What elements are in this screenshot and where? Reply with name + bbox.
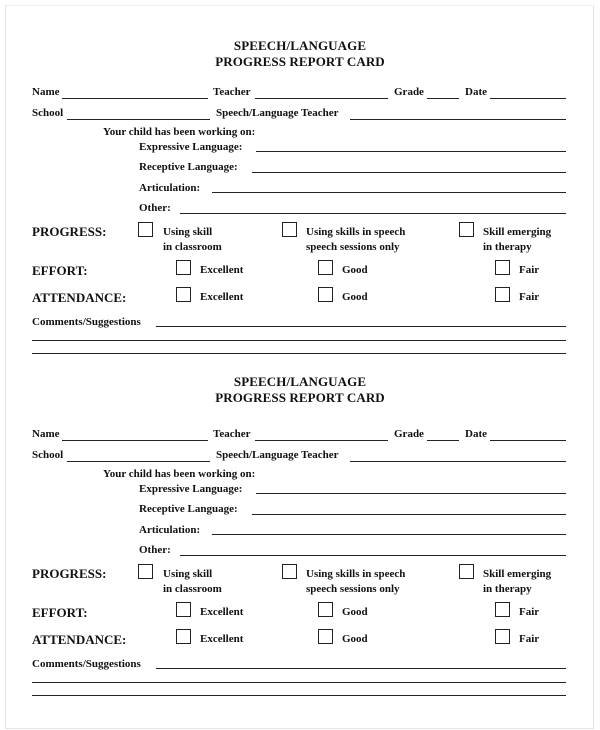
school-field[interactable]	[67, 461, 210, 462]
effort-good-label: Good	[342, 606, 368, 618]
progress-option-1-line2: in classroom	[163, 583, 222, 595]
comments-field-line1[interactable]	[156, 668, 566, 669]
attendance-fair-checkbox[interactable]	[495, 629, 510, 644]
articulation-label: Articulation:	[139, 524, 201, 536]
progress-classroom-checkbox[interactable]	[138, 222, 153, 237]
progress-option-3-line2: in therapy	[483, 241, 532, 253]
attendance-excellent-label: Excellent	[200, 633, 244, 645]
progress-option-1-line1: Using skill	[163, 568, 213, 580]
grade-field[interactable]	[427, 440, 459, 441]
other-field[interactable]	[180, 213, 566, 214]
grade-field[interactable]	[427, 98, 459, 99]
teacher-field[interactable]	[255, 440, 388, 441]
progress-option-3-line1: Skill emerging	[483, 226, 552, 238]
effort-excellent-label: Excellent	[200, 264, 244, 276]
progress-option-2-line2: speech sessions only	[306, 241, 400, 253]
progress-sessions-checkbox[interactable]	[282, 222, 297, 237]
articulation-field[interactable]	[212, 192, 566, 193]
articulation-label: Articulation:	[139, 182, 201, 194]
report-card-1	[0, 0, 600, 340]
sl-teacher-label: Speech/Language Teacher	[216, 107, 339, 119]
other-label: Other:	[139, 202, 171, 214]
attendance-good-checkbox[interactable]	[318, 287, 333, 302]
other-label: Other:	[139, 544, 171, 556]
school-field[interactable]	[67, 119, 210, 120]
articulation-field[interactable]	[212, 534, 566, 535]
name-label: Name	[32, 86, 60, 98]
report-card-2	[0, 342, 600, 682]
progress-label: PROGRESS:	[32, 566, 107, 581]
date-field[interactable]	[490, 440, 566, 441]
attendance-good-label: Good	[342, 291, 368, 303]
progress-classroom-checkbox[interactable]	[138, 564, 153, 579]
teacher-label: Teacher	[213, 428, 251, 440]
receptive-field[interactable]	[252, 514, 566, 515]
effort-fair-label: Fair	[519, 606, 540, 618]
attendance-label: ATTENDANCE:	[32, 632, 127, 647]
effort-good-checkbox[interactable]	[318, 602, 333, 617]
date-label: Date	[465, 428, 487, 440]
name-label: Name	[32, 428, 60, 440]
attendance-excellent-label: Excellent	[200, 291, 244, 303]
effort-good-checkbox[interactable]	[318, 260, 333, 275]
sl-teacher-field[interactable]	[350, 119, 566, 120]
comments-field-line1[interactable]	[156, 326, 566, 327]
progress-option-3-line1: Skill emerging	[483, 568, 552, 580]
card-title-line1: SPEECH/LANGUAGE	[233, 38, 367, 53]
sl-teacher-field[interactable]	[350, 461, 566, 462]
expressive-field[interactable]	[256, 151, 566, 152]
card-title-line1: SPEECH/LANGUAGE	[233, 374, 367, 389]
progress-emerging-checkbox[interactable]	[459, 564, 474, 579]
expressive-label: Expressive Language:	[139, 483, 243, 495]
attendance-excellent-checkbox[interactable]	[176, 287, 191, 302]
school-label: School	[32, 449, 64, 461]
working-on-intro: Your child has been working on:	[103, 468, 256, 480]
attendance-fair-checkbox[interactable]	[495, 287, 510, 302]
teacher-field[interactable]	[255, 98, 388, 99]
effort-label: EFFORT:	[32, 605, 88, 620]
teacher-label: Teacher	[213, 86, 251, 98]
card-title-line2: PROGRESS REPORT CARD	[215, 54, 385, 69]
progress-option-2-line1: Using skills in speech	[306, 568, 406, 580]
grade-label: Grade	[394, 428, 424, 440]
effort-fair-checkbox[interactable]	[495, 602, 510, 617]
working-on-intro: Your child has been working on:	[103, 126, 256, 138]
effort-excellent-checkbox[interactable]	[176, 260, 191, 275]
comments-label: Comments/Suggestions	[32, 658, 141, 670]
receptive-label: Receptive Language:	[139, 503, 238, 515]
comments-field-line2[interactable]	[32, 682, 566, 683]
sl-teacher-label: Speech/Language Teacher	[216, 449, 339, 461]
school-label: School	[32, 107, 64, 119]
other-field[interactable]	[180, 555, 566, 556]
attendance-fair-label: Fair	[519, 633, 540, 645]
effort-label: EFFORT:	[32, 263, 88, 278]
date-label: Date	[465, 86, 487, 98]
progress-sessions-checkbox[interactable]	[282, 564, 297, 579]
comments-field-line3[interactable]	[32, 695, 566, 696]
grade-label: Grade	[394, 86, 424, 98]
progress-option-1-line1: Using skill	[163, 226, 213, 238]
progress-option-1-line2: in classroom	[163, 241, 222, 253]
expressive-field[interactable]	[256, 493, 566, 494]
attendance-fair-label: Fair	[519, 291, 540, 303]
effort-good-label: Good	[342, 264, 368, 276]
receptive-label: Receptive Language:	[139, 161, 238, 173]
attendance-excellent-checkbox[interactable]	[176, 629, 191, 644]
attendance-good-checkbox[interactable]	[318, 629, 333, 644]
comments-field-line2[interactable]	[32, 340, 566, 341]
effort-excellent-checkbox[interactable]	[176, 602, 191, 617]
progress-label: PROGRESS:	[32, 224, 107, 239]
name-field[interactable]	[62, 98, 208, 99]
progress-emerging-checkbox[interactable]	[459, 222, 474, 237]
date-field[interactable]	[490, 98, 566, 99]
name-field[interactable]	[62, 440, 208, 441]
expressive-label: Expressive Language:	[139, 141, 243, 153]
progress-option-2-line1: Using skills in speech	[306, 226, 406, 238]
comments-label: Comments/Suggestions	[32, 316, 141, 328]
progress-option-3-line2: in therapy	[483, 583, 532, 595]
effort-excellent-label: Excellent	[200, 606, 244, 618]
card-title-line2: PROGRESS REPORT CARD	[215, 390, 385, 405]
effort-fair-label: Fair	[519, 264, 540, 276]
effort-fair-checkbox[interactable]	[495, 260, 510, 275]
attendance-good-label: Good	[342, 633, 368, 645]
progress-option-2-line2: speech sessions only	[306, 583, 400, 595]
receptive-field[interactable]	[252, 172, 566, 173]
attendance-label: ATTENDANCE:	[32, 290, 127, 305]
